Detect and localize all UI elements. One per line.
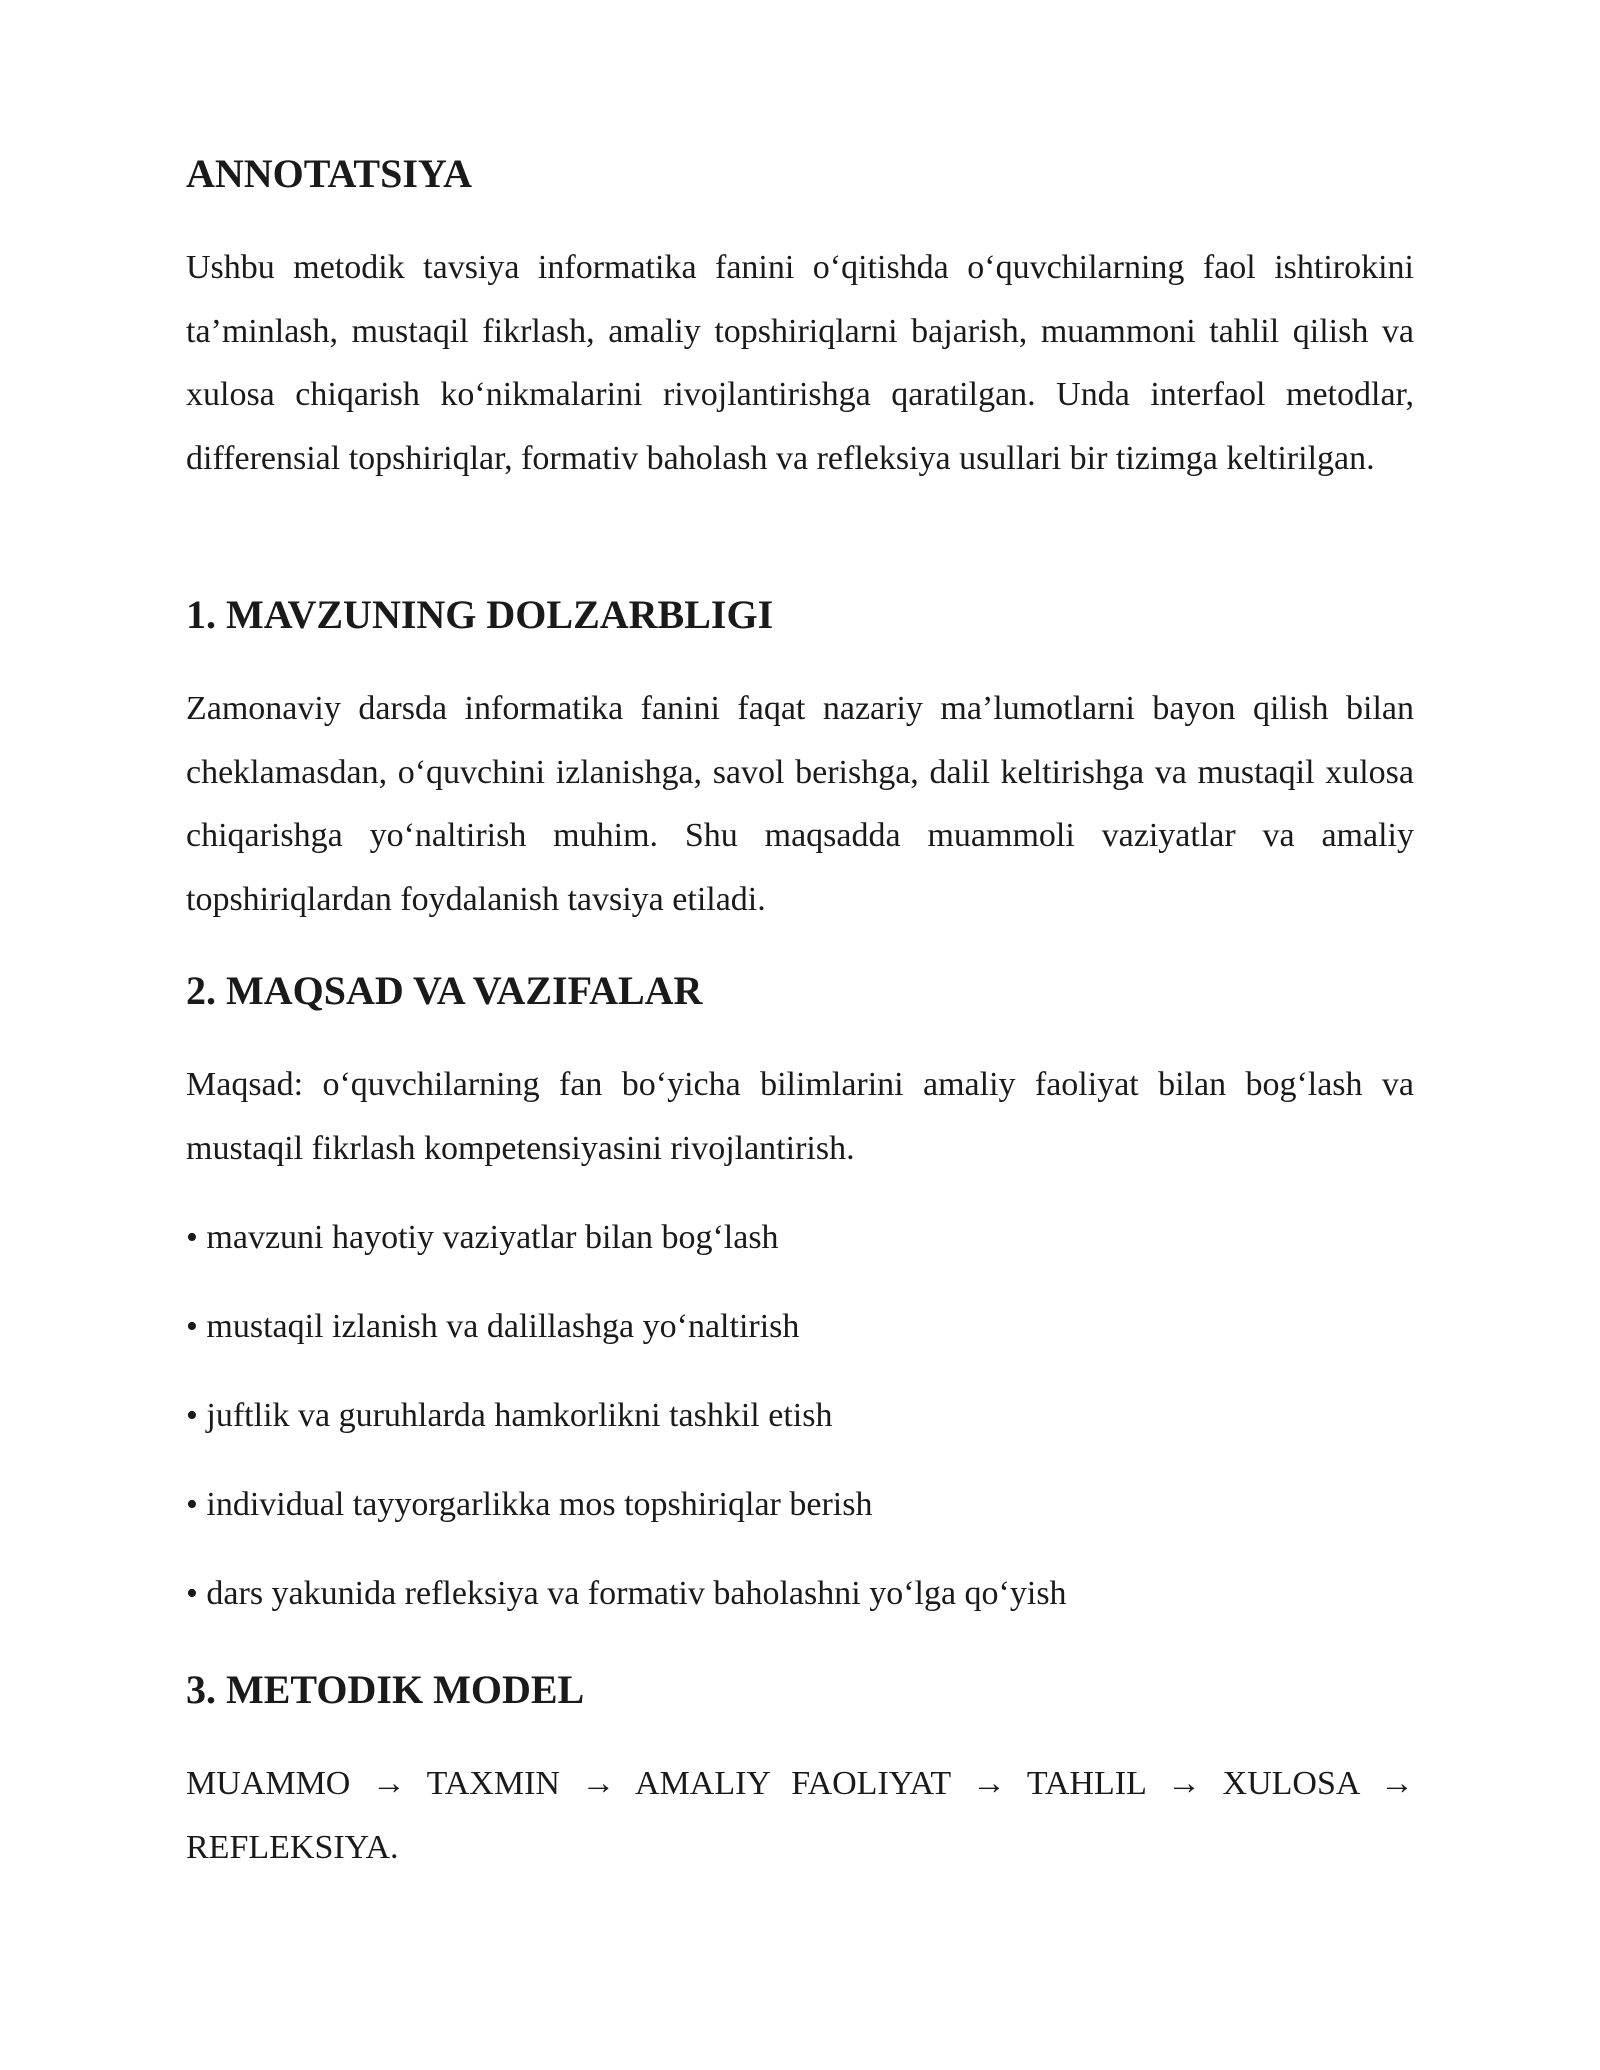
list-item: • juftlik va guruhlarda hamkorlikni tashkil etish bbox=[186, 1397, 833, 1434]
annotation-heading: ANNOTATSIYA bbox=[186, 151, 472, 196]
section1-paragraph: Zamonaviy darsda informatika fanini faqat nazariy ma’lumotlarni bayon qilish bilan cheklamasdan, o‘quvchini izlanishga, savol berishga, dalil keltirishga va mustaqil xulosa chiqarishga yo‘naltirish muhim. Shu maqsadda muammoli vaziyatlar va amaliy topshiriqlardan foydalanish tavsiya etiladi. bbox=[186, 690, 1414, 918]
list-item: • mustaqil izlanish va dalillashga yo‘naltirish bbox=[186, 1308, 800, 1345]
list-item: • dars yakunida refleksiya va formativ baholashni yo‘lga qo‘yish bbox=[186, 1575, 1067, 1612]
section3-model-text: MUAMMO → TAXMIN → AMALIY FAOLIYAT → TAHLIL → XULOSA → REFLEKSIYA. bbox=[186, 1765, 1414, 1866]
section2-heading: 2. MAQSAD VA VAZIFALAR bbox=[186, 968, 703, 1013]
section3-heading: 3. METODIK MODEL bbox=[186, 1667, 585, 1712]
section2-goal-paragraph: Maqsad: o‘quvchilarning fan bo‘yicha bilimlarini amaliy faoliyat bilan bog‘lash va mustaqil fikrlash kompetensiyasini rivojlantirish. bbox=[186, 1066, 1414, 1167]
list-item: • individual tayyorgarlikka mos topshiriqlar berish bbox=[186, 1486, 873, 1523]
annotation-paragraph: Ushbu metodik tavsiya informatika fanini o‘qitishda o‘quvchilarning faol ishtirokini ta’minlash, mustaqil fikrlash, amaliy topshiriqlarni bajarish, muammoni tahlil qilish va xulosa chiqarish ko‘nikmalarini rivojlantirishga qaratilgan. Unda interfaol metodlar, differensial topshiriqlar, formativ baholash va refleksiya usullari bir tizimga keltirilgan. bbox=[186, 249, 1414, 477]
list-item: • mavzuni hayotiy vaziyatlar bilan bog‘lash bbox=[186, 1219, 779, 1256]
section1-heading: 1. MAVZUNING DOLZARBLIGI bbox=[186, 592, 774, 637]
